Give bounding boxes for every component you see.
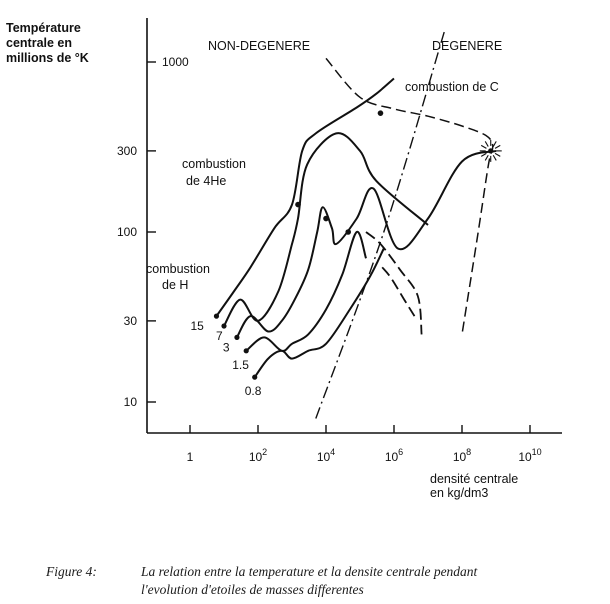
track-mass-label-0: 15 <box>190 319 204 334</box>
explosion-ray-4 <box>485 155 488 160</box>
y-tick-label-0: 10 <box>123 395 137 409</box>
y-tick-label-4: 1000 <box>162 55 189 69</box>
caption-line-2: l'evolution d'etoiles de masses differentes <box>141 582 364 597</box>
track-3 <box>237 151 496 338</box>
explosion-ray-7 <box>481 145 486 148</box>
explosion-ray-2 <box>493 155 496 160</box>
degenerate-label: DEGENERE <box>432 39 503 53</box>
hydrogen-burning-label <box>146 262 213 292</box>
track-start-dot-0 <box>214 314 219 319</box>
x-axis-label <box>430 472 522 500</box>
track-start-dot-2 <box>234 335 239 340</box>
late-track-1 <box>382 267 414 316</box>
y-axis-label <box>6 21 89 65</box>
y-tick-label-1: 30 <box>123 313 137 328</box>
explosion-ray-1 <box>495 153 500 156</box>
helium-burning-label <box>182 157 249 188</box>
track-start-dot-4 <box>252 375 257 380</box>
carbon-ignition-line <box>326 58 493 334</box>
carbon-ignition-dot <box>378 110 384 116</box>
explosion-ray-5 <box>481 153 486 156</box>
figure-caption <box>46 563 606 599</box>
explosion-ray-8 <box>485 141 488 146</box>
helium-burning-label-line-1: combustion <box>182 157 246 171</box>
y-axis-label-line-2: centrale en <box>6 36 73 50</box>
track-mass-label-2: 3 <box>222 340 230 355</box>
x-tick-label-5: $10^{10}$ <box>518 447 542 464</box>
explosion-ray-10 <box>493 141 496 146</box>
x-tick-label-1: $10^2$ <box>248 447 268 464</box>
y-axis-label-line-3: millions de °K <box>6 51 89 65</box>
hydrogen-burning-label-line-2: de H <box>162 278 189 292</box>
track-0-8 <box>255 249 384 378</box>
x-tick-label-2: $10^4$ <box>316 447 336 464</box>
track-mass-label-4: 0.8 <box>244 384 262 399</box>
y-tick-label-2: 100 <box>116 225 137 239</box>
y-axis-label-line-1: Température <box>6 21 81 35</box>
track-mass-label-1: 7 <box>216 328 223 343</box>
x-axis-label-line-1: densité centrale <box>430 472 519 486</box>
helium-burning-label-line-2: de 4He <box>186 174 227 188</box>
plot-area <box>117 32 542 464</box>
carbon-burning-label: combustion de C <box>405 80 499 94</box>
helium-ignition-dot-0 <box>295 202 301 208</box>
axes <box>147 18 562 433</box>
x-tick-label-3: $10^6$ <box>384 447 404 464</box>
caption-line-1: La relation entre la temperature et la densite centrale pendant <box>141 564 478 579</box>
track-start-dot-3 <box>244 348 249 353</box>
track-mass-label-3: 1.5 <box>232 357 249 372</box>
explosion-center-dot <box>488 148 493 153</box>
x-tick-label-0: 1 <box>186 450 194 464</box>
non-degenerate-label: NON-DEGENERE <box>208 39 311 53</box>
helium-ignition-dot-2 <box>345 229 351 235</box>
x-axis-label-line-2: en kg/dm3 <box>430 486 489 500</box>
caption-figure-number: Figure 4: <box>46 564 97 579</box>
track-start-dot-1 <box>221 323 226 328</box>
explosion-ray-11 <box>495 145 500 148</box>
y-tick-label-3: 300 <box>116 143 137 158</box>
helium-ignition-dot-1 <box>323 216 329 222</box>
x-tick-label-4: $10^8$ <box>452 447 472 464</box>
track-7 <box>224 133 428 326</box>
hydrogen-burning-label-line-1: combustion <box>146 262 210 276</box>
